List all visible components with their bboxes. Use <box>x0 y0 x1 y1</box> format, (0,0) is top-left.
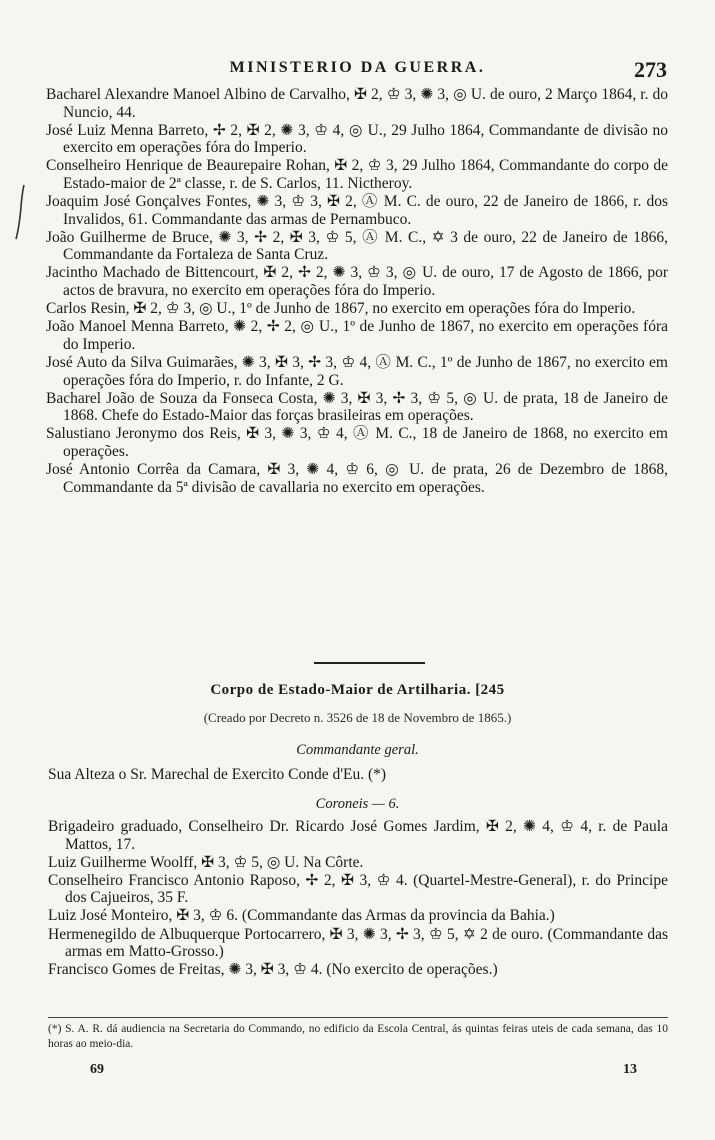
coronel-entry: Brigadeiro graduado, Conselheiro Dr. Ricardo José Gomes Jardim, ✠ 2, ✺ 4, ♔ 4, r. de Paula Mattos, 17. <box>48 818 668 853</box>
officer-entry: Salustiano Jeronymo dos Reis, ✠ 3, ✺ 3, ♔ 4, Ⓐ M. C., 18 de Janeiro de 1868, no exercito em operações. <box>46 425 668 460</box>
officer-entry: Joaquim José Gonçalves Fontes, ✺ 3, ♔ 3, ✠ 2, Ⓐ M. C. de ouro, 22 de Janeiro de 1866, r. dos Invalidos, 61. Commandante das armas de Pernambuco. <box>46 193 668 228</box>
officer-entry: José Auto da Silva Guimarães, ✺ 3, ✠ 3, ✢ 3, ♔ 4, Ⓐ M. C., 1º de Junho de 1867, no exercito em operações fóra do Imperio, r. do Infante, 2 G. <box>46 353 668 389</box>
margin-pencil-mark <box>10 183 32 243</box>
coronel-entry: Luiz José Monteiro, ✠ 3, ♔ 6. (Commandante das Armas da provincia da Bahia.) <box>48 907 555 925</box>
coroneis-heading: Coroneis — 6. <box>315 796 400 812</box>
officer-entry: José Luiz Menna Barreto, ✢ 2, ✠ 2, ✺ 3, ♔ 4, ◎ U., 29 Julho 1864, Commandante de divisão no exercito em operações fóra do Imperio. <box>46 121 668 157</box>
page-number: 273 <box>634 57 667 82</box>
coronel-list <box>48 818 668 979</box>
officer-entry: Carlos Resin, ✠ 2, ♔ 3, ◎ U., 1º de Junho de 1867, no exercito em operações fóra do Imperio. <box>46 300 636 318</box>
officer-entry: Bacharel João de Souza da Fonseca Costa, ✺ 3, ✠ 3, ✢ 3, ♔ 5, ◎ U. de prata, 18 de Janeiro de 1868. Chefe do Estado-Maior das forças brasileiras em operações. <box>46 389 668 425</box>
coronel-entry: Francisco Gomes de Freitas, ✺ 3, ✠ 3, ♔ 4. (No exercito de operações.) <box>48 961 498 979</box>
running-title: MINISTERIO DA GUERRA. <box>229 59 486 76</box>
officer-entry: José Antonio Corrêa da Camara, ✠ 3, ✺ 4, ♔ 6, ◎ U. de prata, 26 de Dezembro de 1868, Commandante da 5ª divisão de cavallaria no exercito em operações. <box>46 460 668 496</box>
section-divider <box>314 662 425 664</box>
commandante-heading: Commandante geral. <box>296 742 419 758</box>
coronel-entry: Luiz Guilherme Woolff, ✠ 3, ♔ 5, ◎ U. Na Côrte. <box>48 853 364 871</box>
officer-entry: João Manoel Menna Barreto, ✺ 2, ✢ 2, ◎ U., 1º de Junho de 1867, no exercito em operações fóra do Imperio. <box>46 318 668 353</box>
officer-entry: Jacintho Machado de Bittencourt, ✠ 2, ✢ 2, ✺ 3, ♔ 3, ◎ U. de ouro, 17 de Agosto de 1866, por actos de bravura, no exercito em operações fóra do Imperio. <box>46 264 668 300</box>
page-header <box>0 55 715 85</box>
coronel-entry: Hermenegildo de Albuquerque Portocarrero, ✠ 3, ✺ 3, ✢ 3, ♔ 5, ✡ 2 de ouro. (Commandante das armas em Matto-Grosso.) <box>48 925 668 961</box>
commandante-line: Sua Alteza o Sr. Marechal de Exercito Conde d'Eu. (*) <box>48 766 387 783</box>
footnote-divider <box>48 1017 668 1018</box>
section-title: Corpo de Estado-Maior de Artilharia. [245 <box>210 682 505 698</box>
signature-mark-right: 13 <box>623 1062 637 1077</box>
officer-entry: João Guilherme de Bruce, ✺ 3, ✢ 2, ✠ 3, ♔ 5, Ⓐ M. C., ✡ 3 de ouro, 22 de Janeiro de 1866, Commandante da Fortaleza de Santa Cruz. <box>46 228 668 264</box>
officer-list <box>46 86 668 497</box>
officer-entry: Bacharel Alexandre Manoel Albino de Carvalho, ✠ 2, ♔ 3, ✺ 3, ◎ U. de ouro, 2 Março 1864, r. do Nuncio, 44. <box>46 86 668 121</box>
coronel-entry: Conselheiro Francisco Antonio Raposo, ✢ 2, ✠ 3, ♔ 4. (Quartel-Mestre-General), r. do Principe dos Cajueiros, 35 F. <box>48 871 668 907</box>
section-decree-note: (Creado por Decreto n. 3526 de 18 de Novembro de 1865.) <box>203 710 512 725</box>
signature-mark-left: 69 <box>90 1062 104 1077</box>
officer-entry: Conselheiro Henrique de Beaurepaire Rohan, ✠ 2, ♔ 3, 29 Julho 1864, Commandante do corpo de Estado-maior de 2ª classe, r. de S. Carlos, 11. Nictheroy. <box>46 157 668 192</box>
footnote: (*) S. A. R. dá audiencia na Secretaria do Commando, no edificio da Escola Central, ás quintas feiras uteis de cada semana, das 10 horas ao meio-dia. <box>48 1023 668 1050</box>
